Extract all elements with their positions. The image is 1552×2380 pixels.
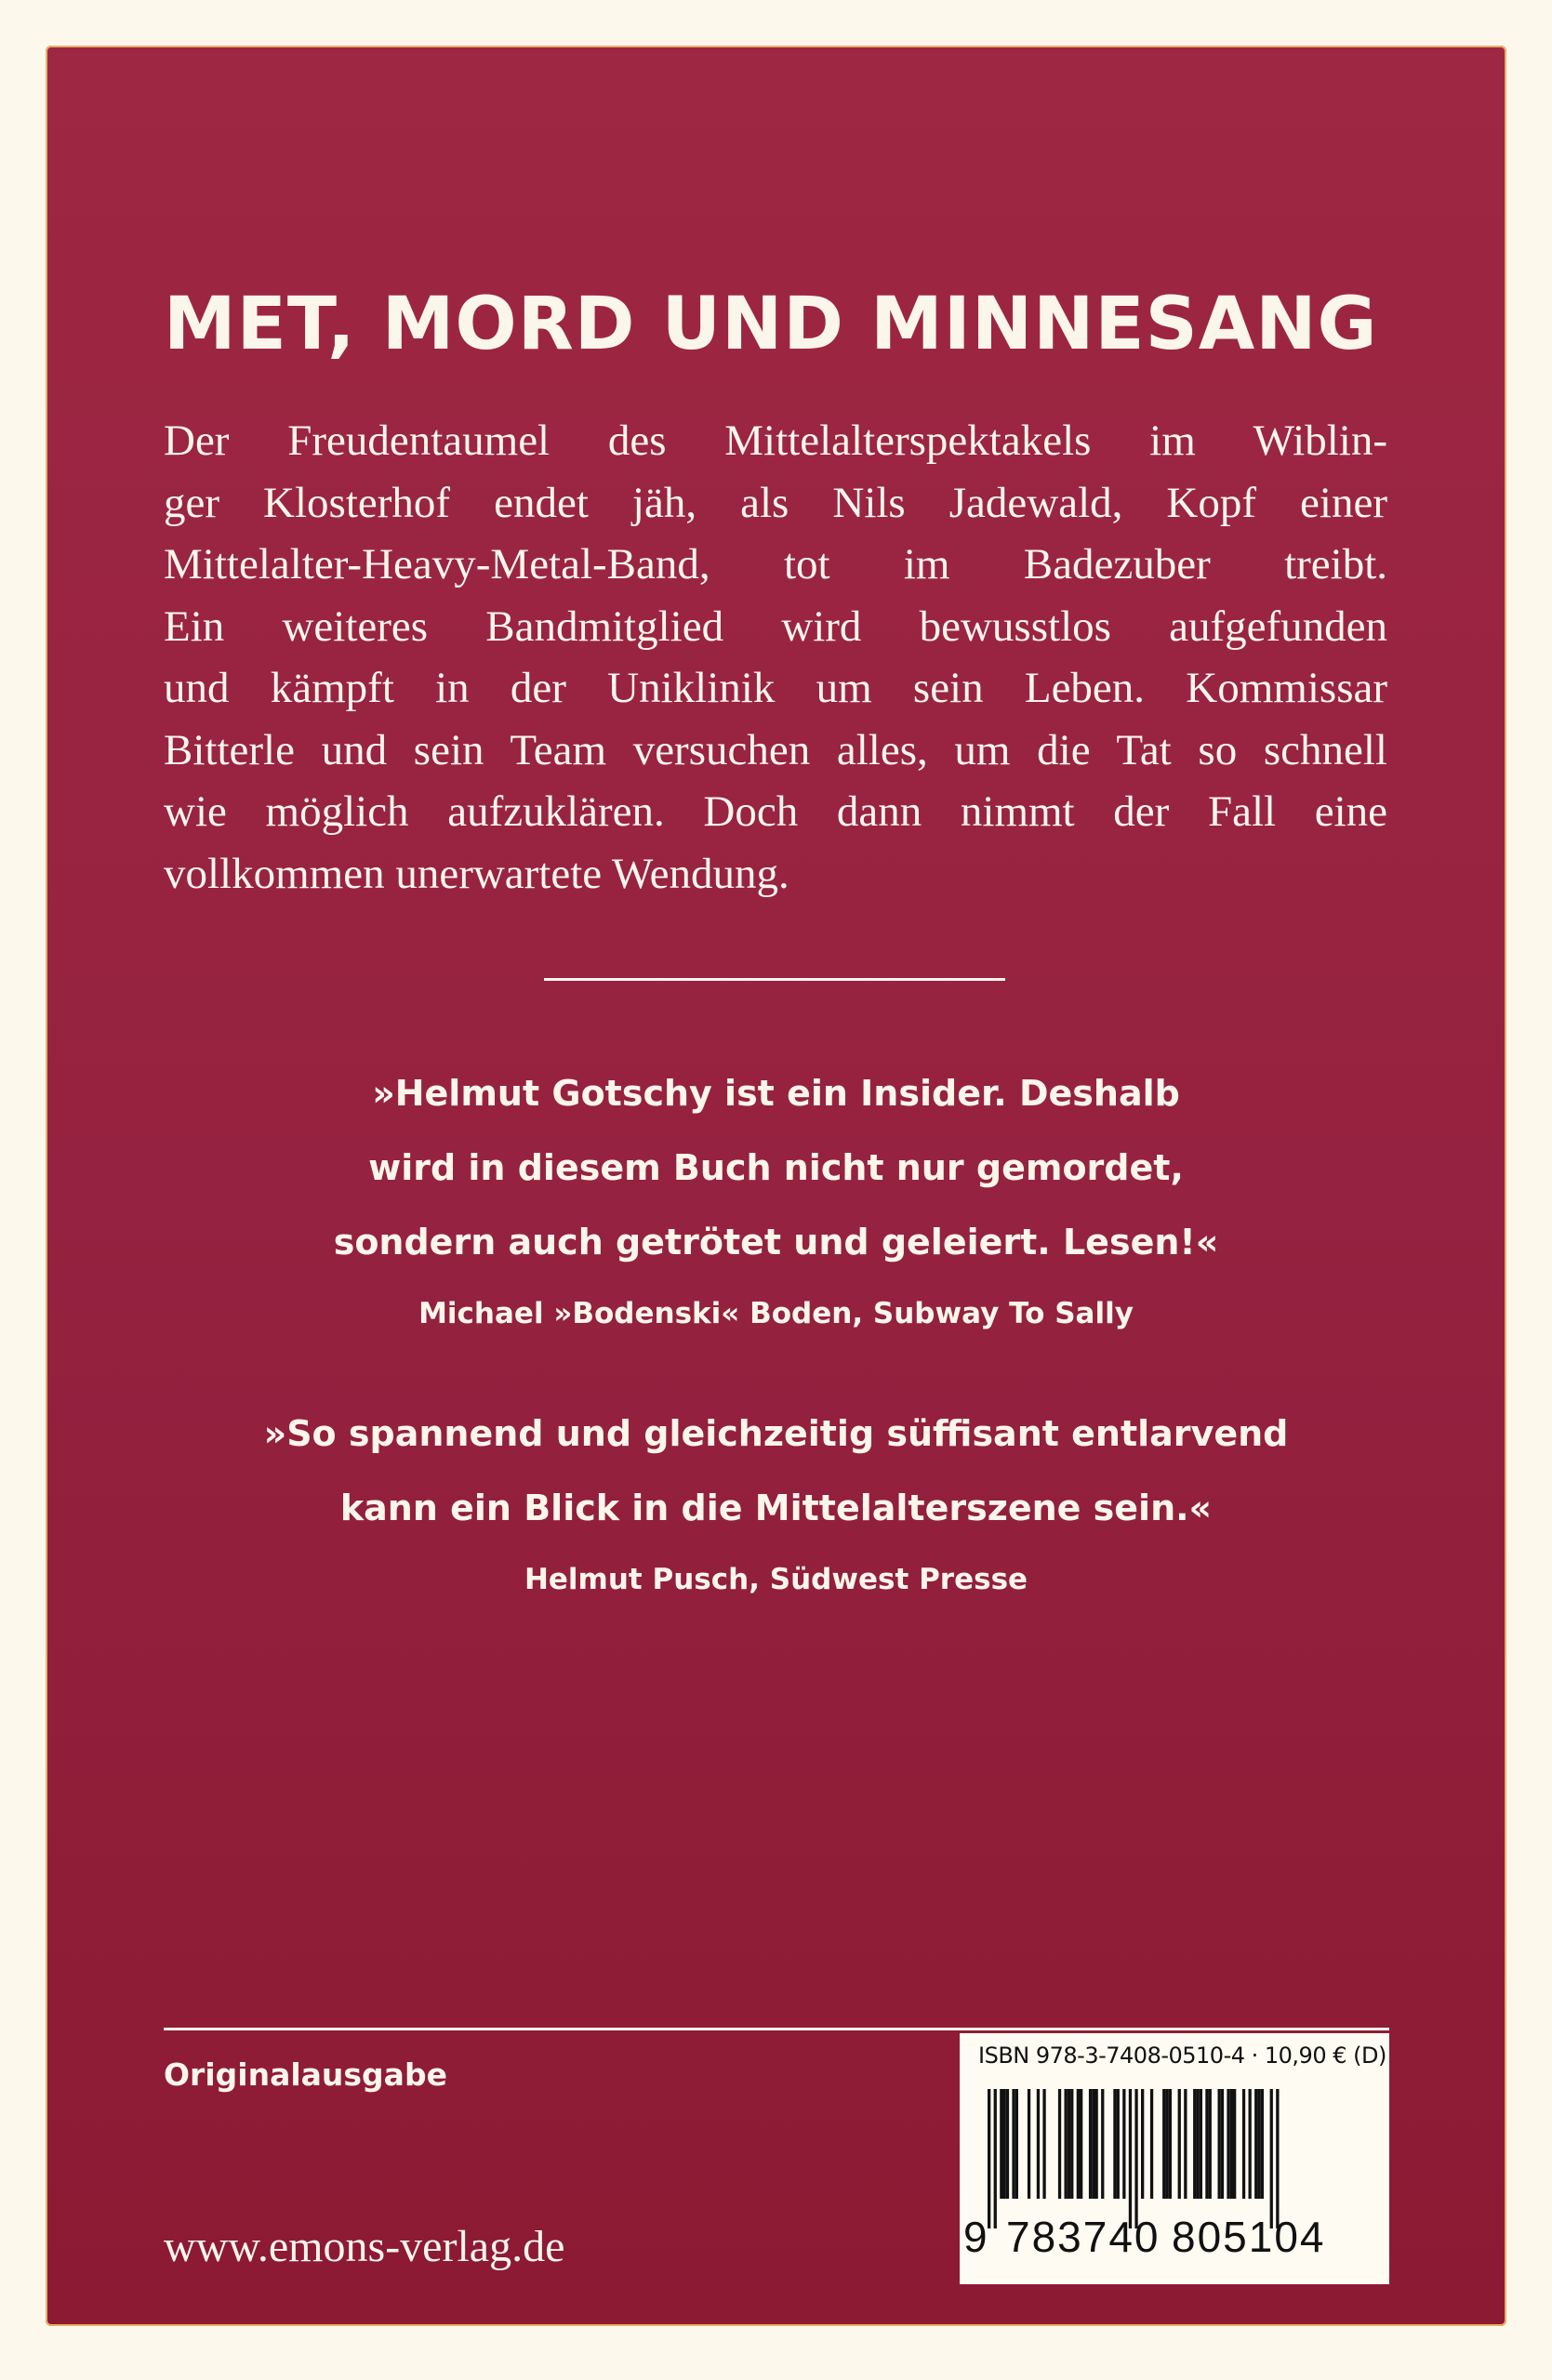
quote-line: wird in diesem Buch nicht nur gemordet, bbox=[368, 1147, 1184, 1188]
isbn-price: ISBN 978-3-7408-0510-4 · 10,90 € (D) bbox=[978, 2043, 1386, 2069]
barcode-bar bbox=[1221, 2089, 1224, 2199]
blurb-line: und kämpft in der Uniklinik um sein Leben. Kommissar bbox=[164, 664, 1387, 712]
quote-line: »So spannend und gleichzeitig süffisant entlarvend bbox=[263, 1413, 1289, 1454]
barcode-bar bbox=[1254, 2089, 1257, 2199]
quote-attribution: Michael »Bodenski« Boden, Subway To Sally bbox=[418, 1297, 1134, 1330]
barcode-bar bbox=[1037, 2089, 1040, 2199]
barcode-bar bbox=[1012, 2089, 1015, 2199]
barcode-bar bbox=[1042, 2089, 1045, 2199]
barcode-bar bbox=[1200, 2089, 1202, 2199]
barcode-bar bbox=[1196, 2089, 1199, 2199]
barcode-bar bbox=[1209, 2089, 1212, 2199]
publisher-website: www.emons-verlag.de bbox=[164, 2222, 565, 2271]
barcode-bar bbox=[1165, 2089, 1168, 2199]
barcode-bar bbox=[1117, 2089, 1120, 2199]
barcode-bar bbox=[1092, 2089, 1094, 2199]
barcode-bar bbox=[1129, 2089, 1132, 2228]
book-title: MET, MORD UND MINNESANG bbox=[164, 283, 1378, 366]
barcode-bar bbox=[1077, 2089, 1080, 2199]
quote-line: kann ein Blick in die Mittelalterszene sein.« bbox=[339, 1488, 1213, 1528]
review-quote bbox=[46, 1396, 1506, 1614]
barcode-bar bbox=[1184, 2089, 1187, 2199]
blurb-line: Bitterle und sein Team versuchen alles, um die Tat so schnell bbox=[164, 725, 1387, 774]
barcode-bar bbox=[1257, 2089, 1260, 2199]
barcode-digits: 783740 bbox=[1006, 2213, 1161, 2261]
barcode-digit: 9 bbox=[963, 2213, 989, 2261]
barcode-bar bbox=[1205, 2089, 1208, 2199]
barcode-bar bbox=[1089, 2089, 1092, 2199]
barcode-bar bbox=[1141, 2089, 1144, 2199]
barcode-bar bbox=[1070, 2089, 1073, 2199]
barcode-bar bbox=[1000, 2089, 1002, 2199]
blurb-line: Der Freudentaumel des Mittelalterspektakels im Wiblin- bbox=[164, 416, 1387, 465]
quote-line: »Helmut Gotschy ist ein Insider. Deshalb bbox=[372, 1073, 1180, 1114]
barcode-bar bbox=[1122, 2089, 1125, 2199]
barcode-bar bbox=[1261, 2089, 1264, 2199]
divider bbox=[544, 978, 1005, 981]
barcode-bar bbox=[1095, 2089, 1098, 2199]
barcode-bar bbox=[1276, 2089, 1279, 2228]
barcode-bar bbox=[1230, 2089, 1233, 2199]
review-quote bbox=[46, 1056, 1506, 1348]
barcode-bar bbox=[1006, 2089, 1009, 2199]
barcode-bar bbox=[1193, 2089, 1196, 2199]
barcode-bar bbox=[1249, 2089, 1252, 2199]
barcode-bar bbox=[1242, 2089, 1245, 2199]
barcode-bar bbox=[1015, 2089, 1018, 2199]
divider bbox=[164, 2028, 1389, 2030]
blurb-line: vollkommen unerwartete Wendung. bbox=[164, 849, 789, 898]
barcode-bar bbox=[1065, 2089, 1068, 2199]
barcode-bar bbox=[1068, 2089, 1070, 2199]
barcode-bar bbox=[1162, 2089, 1165, 2199]
blurb-line: Mittelalter-Heavy-Metal-Band, tot im Badezuber treibt. bbox=[164, 540, 1387, 588]
quote-attribution: Helmut Pusch, Südwest Presse bbox=[524, 1563, 1028, 1596]
barcode-bar bbox=[1080, 2089, 1082, 2199]
blurb-line: ger Klosterhof endet jäh, als Nils Jadewald, Kopf einer bbox=[164, 478, 1387, 527]
barcode-bar bbox=[1227, 2089, 1229, 2199]
edition-label: Originalausgabe bbox=[164, 2056, 447, 2093]
barcode-bar bbox=[1233, 2089, 1236, 2199]
barcode-bar bbox=[1169, 2089, 1172, 2199]
blurb-line: Ein weiteres Bandmitglied wird bewusstlos aufgefunden bbox=[164, 602, 1387, 651]
barcode-bar bbox=[1028, 2089, 1030, 2199]
barcode-bar bbox=[1178, 2089, 1181, 2199]
barcode-bar bbox=[1113, 2089, 1116, 2199]
blurb-line: wie möglich aufzuklären. Doch dann nimmt der Fall eine bbox=[164, 787, 1387, 836]
blurb-text bbox=[164, 410, 1387, 905]
barcode-bar bbox=[1134, 2089, 1137, 2228]
barcode-bar bbox=[1270, 2089, 1273, 2228]
barcode-bar bbox=[1218, 2089, 1221, 2199]
barcode-bar bbox=[1150, 2089, 1153, 2199]
barcode-bar bbox=[1003, 2089, 1006, 2199]
barcode-digits: 805104 bbox=[1172, 2213, 1326, 2261]
isbn-barcode-box bbox=[960, 2033, 1389, 2284]
back-cover-panel bbox=[46, 46, 1506, 2326]
quote-line: sondern auch getrötet und geleiert. Lesen!« bbox=[333, 1222, 1219, 1263]
barcode-bar bbox=[994, 2089, 997, 2228]
barcode-bar bbox=[988, 2089, 990, 2228]
barcode-bar bbox=[1101, 2089, 1104, 2199]
barcode-bar bbox=[1058, 2089, 1061, 2199]
